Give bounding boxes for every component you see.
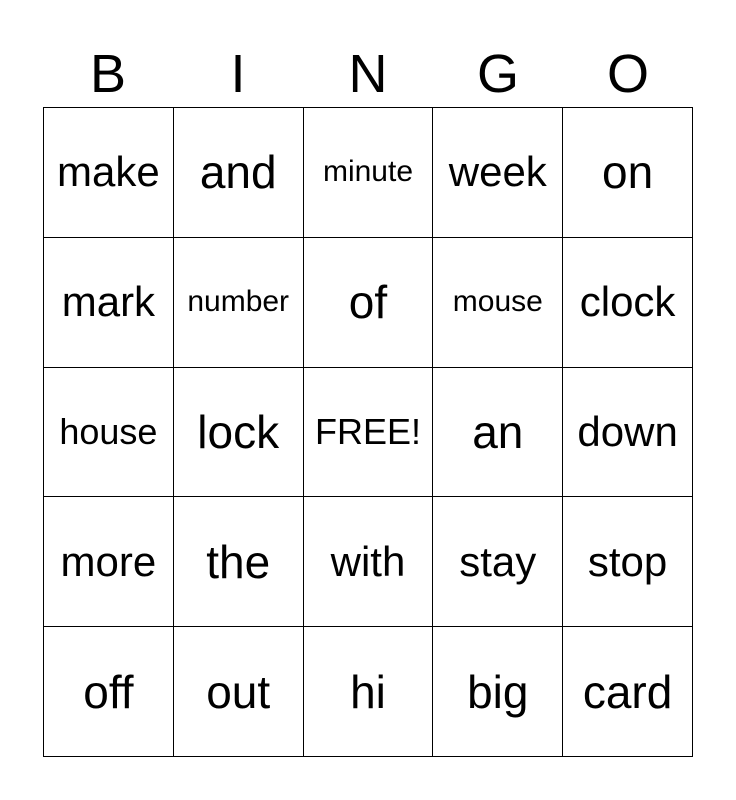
cell-word: off [83, 665, 134, 718]
bingo-cell [174, 368, 304, 498]
bingo-cell [433, 497, 563, 627]
cell-word: with [330, 537, 406, 585]
bingo-cell [563, 627, 693, 757]
bingo-cell [433, 627, 563, 757]
bingo-cell [44, 368, 174, 498]
cell-word: clock [579, 278, 676, 326]
cell-word: week [448, 148, 547, 196]
cell-word: number [187, 285, 290, 319]
cell-word: more [60, 537, 157, 585]
bingo-cell [174, 497, 304, 627]
bingo-cell [44, 238, 174, 368]
cell-word: out [206, 665, 271, 718]
bingo-cell [304, 627, 434, 757]
header-letter-n: N [348, 44, 388, 104]
bingo-cell [174, 108, 304, 238]
cell-word: stay [459, 537, 537, 585]
bingo-cell [304, 238, 434, 368]
cell-word: and [199, 146, 277, 199]
header-letter-b: B [89, 44, 127, 104]
cell-word: big [467, 665, 529, 718]
bingo-grid [43, 107, 693, 757]
bingo-cell [44, 108, 174, 238]
bingo-cell [563, 497, 693, 627]
bingo-cell [433, 108, 563, 238]
header-letter-i: I [230, 44, 246, 104]
cell-word: on [602, 146, 654, 199]
bingo-cell [174, 627, 304, 757]
bingo-cell [304, 108, 434, 238]
bingo-cell [563, 108, 693, 238]
bingo-cell [304, 497, 434, 627]
bingo-cell [433, 368, 563, 498]
bingo-header [43, 40, 693, 108]
cell-word: mark [61, 278, 156, 326]
bingo-cell [174, 238, 304, 368]
bingo-cell [433, 238, 563, 368]
cell-word: of [348, 276, 388, 329]
bingo-cell [44, 497, 174, 627]
free-space-cell [304, 368, 434, 498]
bingo-cell [563, 368, 693, 498]
cell-word: house [59, 410, 158, 452]
cell-word: stop [587, 537, 668, 585]
bingo-cell [563, 238, 693, 368]
cell-word: the [206, 535, 271, 588]
cell-word: card [582, 665, 673, 718]
cell-word: hi [350, 665, 386, 718]
header-letter-o: O [606, 44, 649, 104]
cell-word: an [472, 405, 524, 458]
bingo-cell [44, 627, 174, 757]
header-letter-g: G [476, 44, 519, 104]
cell-word: minute [322, 155, 414, 189]
free-space-label: FREE! [314, 410, 421, 452]
cell-word: lock [197, 405, 280, 458]
cell-word: down [577, 407, 678, 455]
cell-word: make [57, 148, 160, 196]
cell-word: mouse [452, 285, 543, 319]
